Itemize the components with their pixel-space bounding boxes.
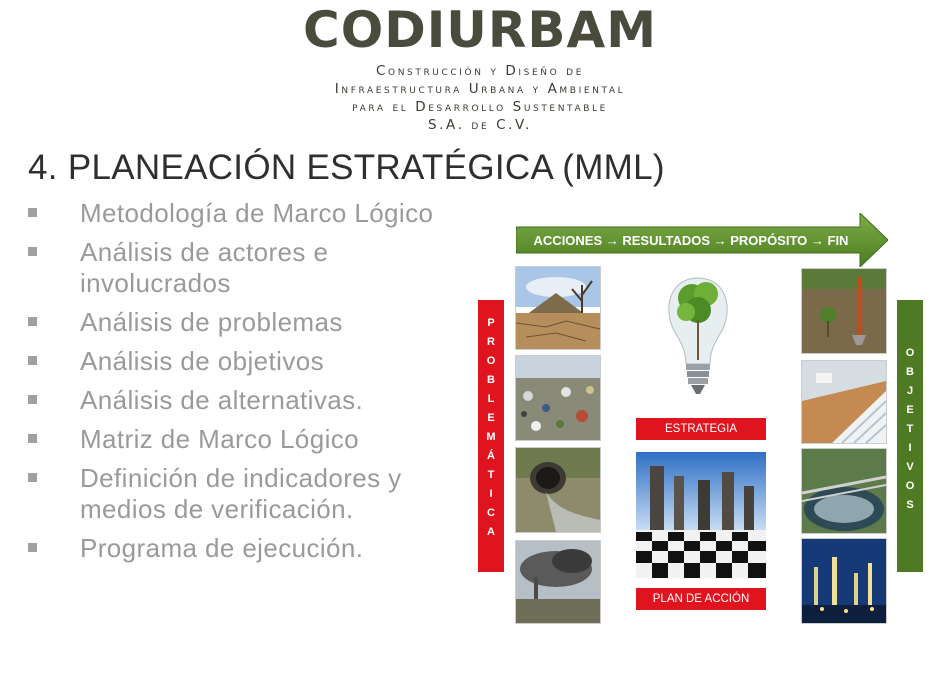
bullet-text: Análisis de actores e involucrados bbox=[80, 237, 329, 298]
company-name-line: S.A. de C.V. bbox=[427, 117, 533, 133]
process-arrow-label: ACCIONES → RESULTADOS → PROPÓSITO → FIN bbox=[533, 233, 849, 248]
sewage-pipe-photo bbox=[515, 447, 601, 533]
bullet-list bbox=[28, 198, 448, 572]
slide-title: 4. PLANEACIÓN ESTRATÉGICA (MML) bbox=[28, 148, 665, 187]
bullet-icon bbox=[28, 208, 37, 217]
bullet-item bbox=[28, 424, 448, 455]
action-plan-label: PLAN DE ACCIÓN bbox=[636, 588, 766, 610]
problematica-label: P R O B L E M Á T I C A bbox=[478, 300, 504, 572]
bullet-icon bbox=[28, 317, 37, 326]
bullet-item bbox=[28, 533, 448, 564]
bullet-text: Análisis de problemas bbox=[80, 307, 343, 337]
refinery-night-photo bbox=[801, 538, 887, 624]
bullet-text: Matriz de Marco Lógico bbox=[80, 424, 360, 454]
bullet-icon bbox=[28, 473, 37, 482]
bullet-item bbox=[28, 385, 448, 416]
company-full-name bbox=[250, 62, 710, 134]
bullet-text: Análisis de alternativas. bbox=[80, 385, 364, 415]
bullet-text: Definición de indicadores y medios de verificación. bbox=[80, 463, 402, 524]
bullet-text: Análisis de objetivos bbox=[80, 346, 324, 376]
bullet-icon bbox=[28, 247, 37, 256]
bullet-text: Metodología de Marco Lógico bbox=[80, 198, 434, 228]
objetivos-label: O B J E T I V O S bbox=[897, 300, 923, 572]
drought-photo bbox=[515, 266, 601, 350]
bullet-icon bbox=[28, 395, 37, 404]
bullet-item bbox=[28, 463, 448, 525]
bullet-item bbox=[28, 307, 448, 338]
water-treatment-photo bbox=[801, 448, 887, 534]
strategy-label: ESTRATEGIA bbox=[636, 418, 766, 440]
garbage-photo bbox=[515, 355, 601, 441]
lightbulb-tree-image bbox=[658, 272, 738, 412]
company-name-line: para el Desarrollo Sustentable bbox=[352, 99, 608, 115]
chessboard-statues-image bbox=[636, 452, 766, 578]
geomembrane-photo bbox=[801, 360, 887, 444]
company-name-line: Infraestructura Urbana y Ambiental bbox=[334, 81, 626, 97]
pollution-photo bbox=[515, 540, 601, 624]
tree-planting-photo bbox=[801, 268, 887, 354]
bullet-item bbox=[28, 198, 448, 229]
bullet-icon bbox=[28, 543, 37, 552]
company-name-line: Construcción y Diseño de bbox=[376, 63, 584, 79]
bullet-item bbox=[28, 346, 448, 377]
bullet-text: Programa de ejecución. bbox=[80, 533, 364, 563]
bullet-item bbox=[28, 237, 448, 299]
bullet-icon bbox=[28, 434, 37, 443]
bullet-icon bbox=[28, 356, 37, 365]
company-logo: CODIURBAM bbox=[303, 1, 657, 59]
